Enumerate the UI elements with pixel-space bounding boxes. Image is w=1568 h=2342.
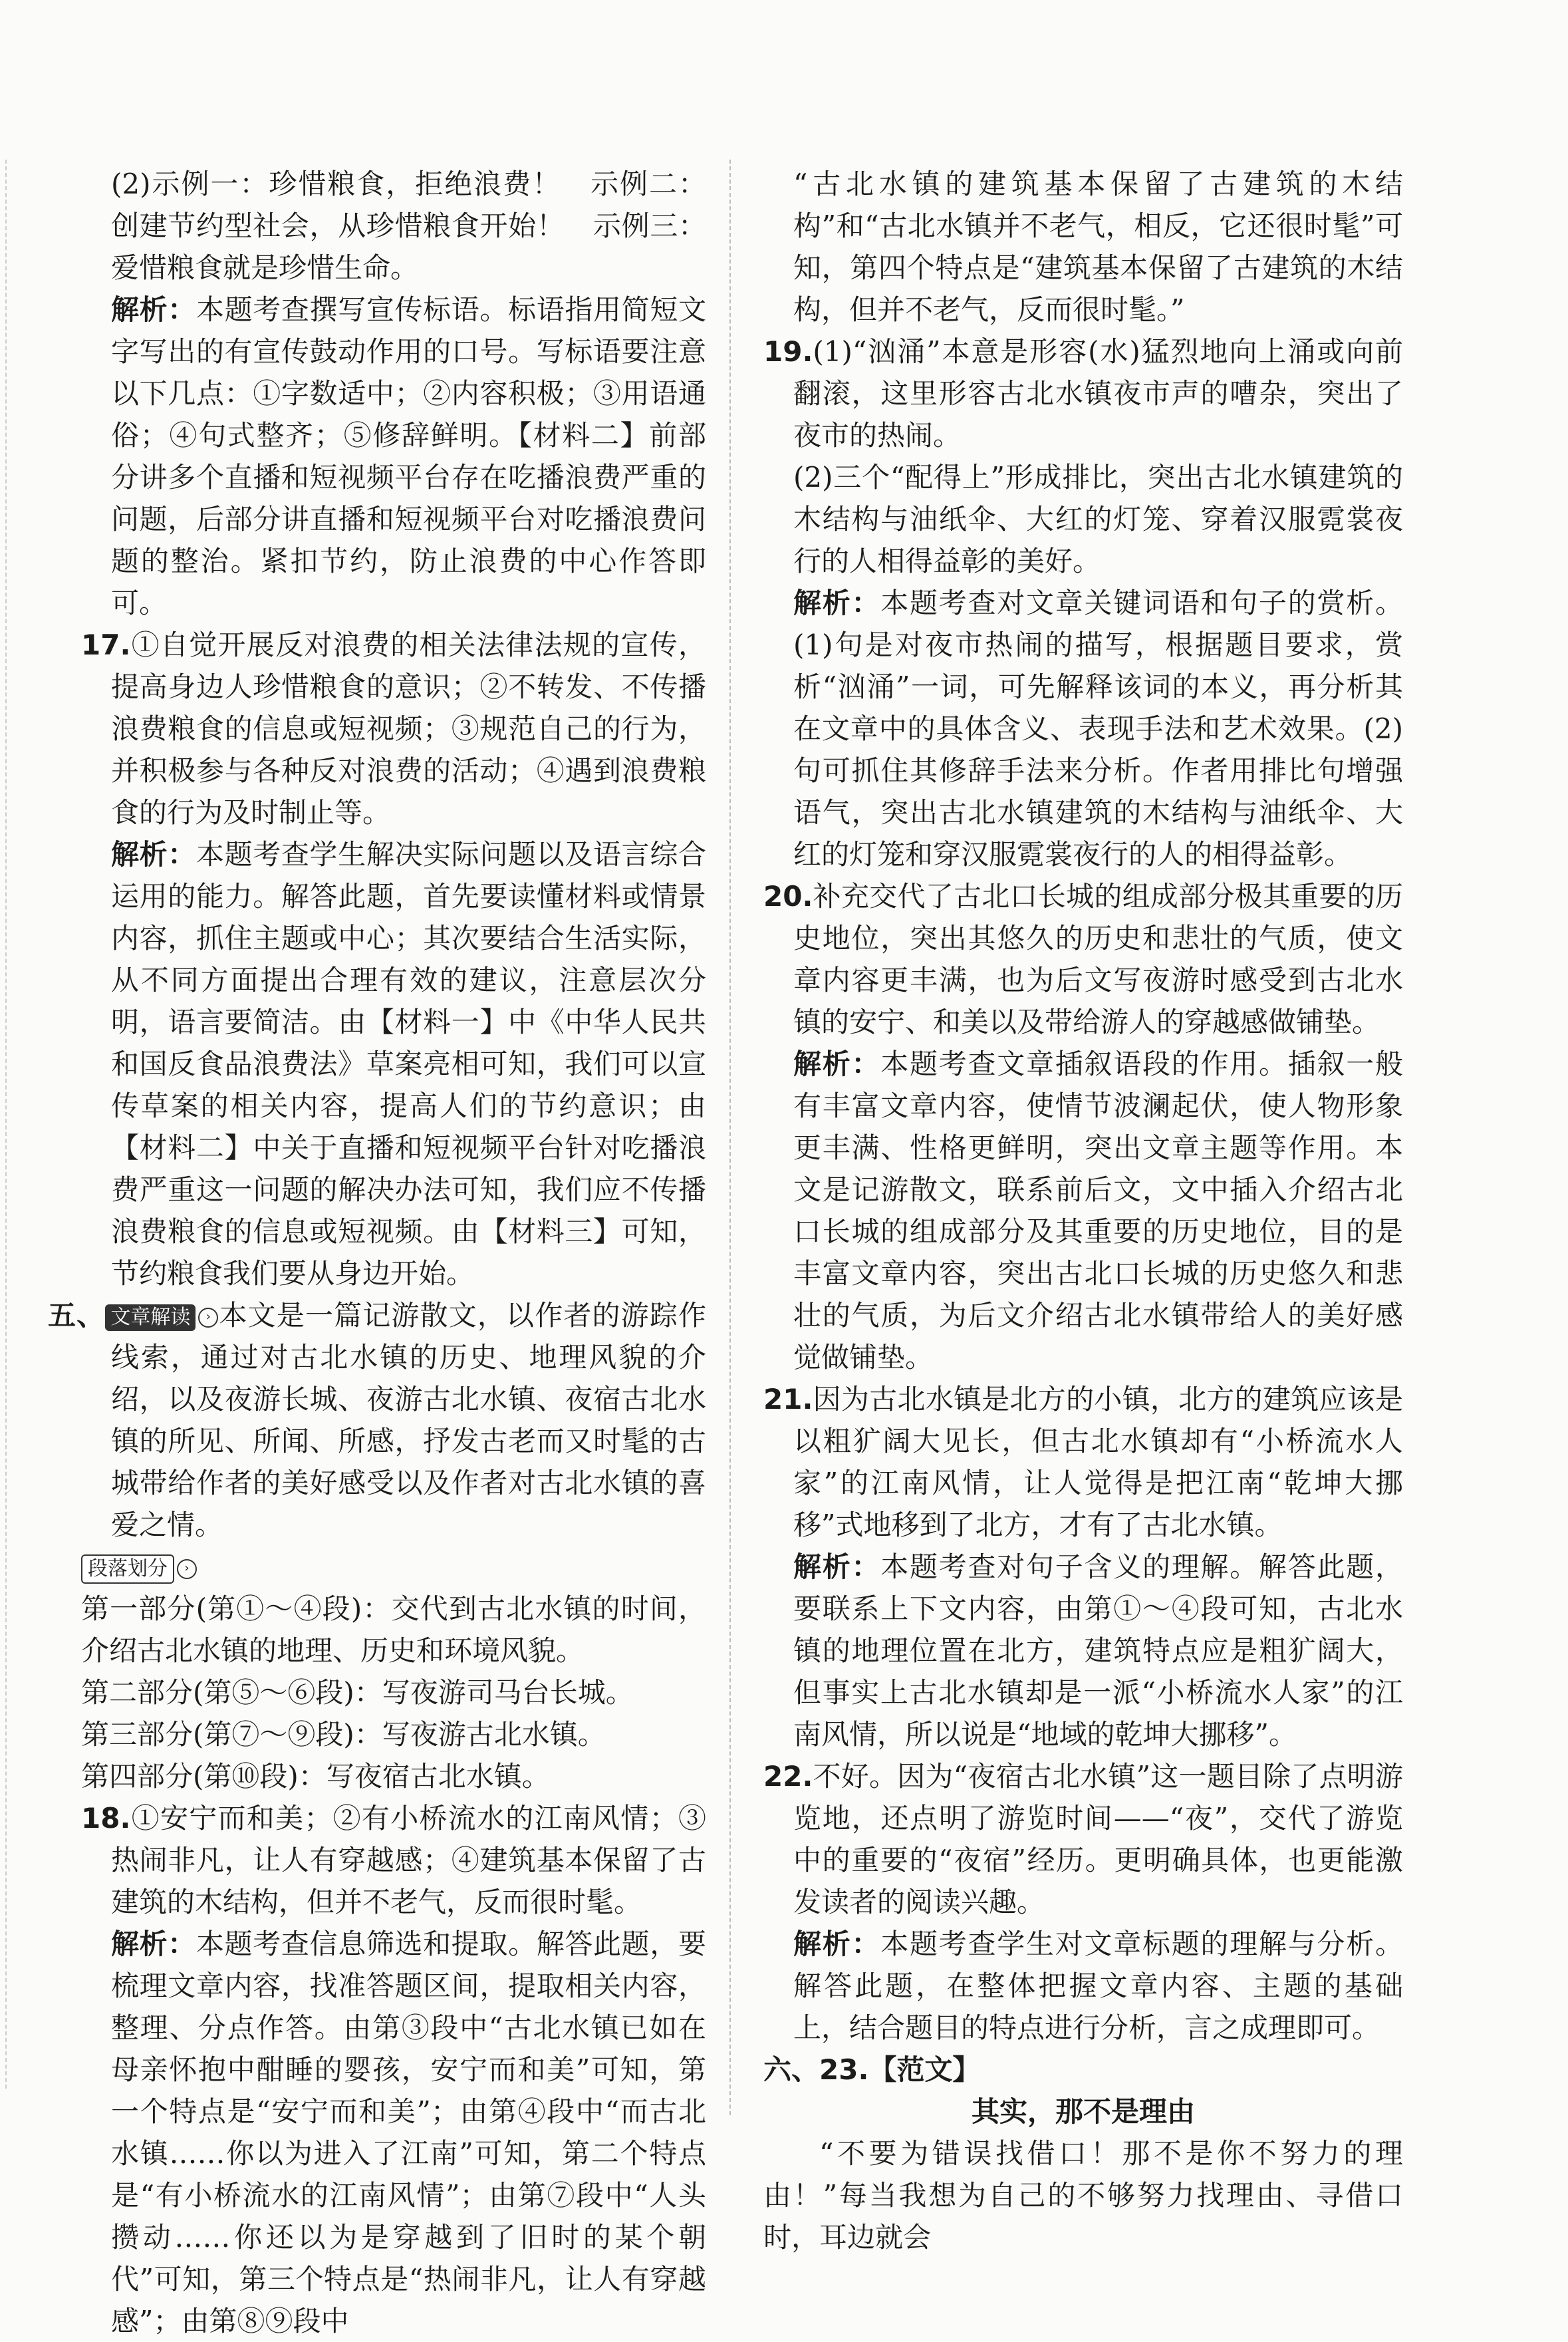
section-6-number: 六、23. [763,2053,869,2086]
analysis-label: 解析： [111,293,196,326]
q22-answer-text: 不好。因为“夜宿古北水镇”这一题目除了点明游览地，还点明了游览时间——“夜”，交代了游览中的重要的“夜宿”经历。更明确具体，也更能激发读者的阅读兴趣。 [793,1760,1403,1918]
q19-answer-2: (2)三个“配得上”形成排比，突出古北水镇建筑的木结构与油纸伞、大红的灯笼、穿着汉服霓裳夜行的人相得益彰的美好。 [793,461,1403,577]
section-6-heading [763,2049,1403,2091]
q22-answer [763,1755,1403,1923]
q17-answer [81,624,706,833]
arrow-circle-icon: › [198,1308,218,1328]
right-column [763,163,1403,2258]
analysis-label: 解析： [793,1550,881,1583]
left-column [48,163,706,2342]
q17-answer-text: ①自觉开展反对浪费的相关法律法规的宣传，提高身边人珍惜粮食的意识；②不转发、不传播浪费粮食的信息或短视频；③规范自己的行为，并积极参与各种反对浪费的活动；④遇到浪费粮食的行为及时制止等。 [111,629,706,829]
q18-answer-text: ①安宁而和美；②有小桥流水的江南风情；③热闹非凡，让人有穿越感；④建筑基本保留了古建筑的木结构，但并不老气，反而很时髦。 [111,1802,706,1918]
q18-analysis [81,1923,706,2342]
q22-analysis [763,1923,1403,2049]
q19-answer-1 [763,331,1403,456]
paragraph-division-tag: 段落划分 [81,1554,174,1584]
q18-number: 18. [81,1802,131,1834]
essay-title: 其实，那不是理由 [971,2095,1195,2128]
part-1: 第一部分(第①～④段)：交代到古北水镇的时间，介绍古北水镇的地理、历史和环境风貌。 [81,1592,706,1667]
q20-analysis [763,1043,1403,1378]
article-interpretation-tag: 文章解读 [105,1304,196,1331]
q19-answer-1-text: (1)“汹涌”本意是形容(水)猛烈地向上涌或向前翻滚，这里形容古北水镇夜市声的嘈杂，突出了夜市的热闹。 [793,335,1403,452]
q20-number: 20. [763,880,813,913]
analysis-label: 解析： [793,587,881,619]
q21-answer-text: 因为古北水镇是北方的小镇，北方的建筑应该是以粗犷阔大见长，但古北水镇却有“小桥流水人家”的江南风情，让人觉得是把江南“乾坤大挪移”式地移到了北方，才有了古北水镇。 [793,1383,1403,1541]
q18-analysis-text: 本题考查信息筛选和提取。解答此题，要梳理文章内容，找准答题区间，提取相关内容，整理、分点作答。由第③段中“古北水镇已如在母亲怀抱中酣睡的婴孩，安宁而和美”可知，第一个特点是“安宁而和美”；由第④段中“而古北水镇……你以为进入了江南”可知，第二个特点是“有小桥流水的江南风情”；由第⑦段中“人头攒动……你还以为是穿越到了旧时的某个朝代”可知，第三个特点是“热闹非凡，让人有穿越感”；由第⑧⑨段中 [111,1928,706,2337]
section-5-text: 本文是一篇记游散文，以作者的游踪作线索，通过对古北水镇的历史、地理风貌的介绍，以及夜游长城、夜游古北水镇、夜宿古北水镇的所见、所闻、所感，抒发古老而又时髦的古城带给作者的美好感受以及作者对古北水镇的喜爱之情。 [111,1299,706,1541]
q22-number: 22. [763,1760,813,1793]
q20-analysis-text: 本题考查文章插叙语段的作用。插叙一般有丰富文章内容，使情节波澜起伏，使人物形象更丰满、性格更鲜明，突出文章主题等作用。本文是记游散文，联系前后文，文中插入介绍古北口长城的组成部分及其重要的历史地位，目的是丰富文章内容，突出古北口长城的历史悠久和悲壮的气质，为后文介绍古北水镇带给人的美好感觉做铺垫。 [793,1048,1403,1374]
q18-analysis-continued: “古北水镇的建筑基本保留了古建筑的木结构”和“古北水镇并不老气，相反，它还很时髦”可知，第四个特点是“建筑基本保留了古建筑的木结构，但并不老气，反而很时髦。” [793,168,1403,326]
q20-answer-text: 补充交代了古北口长城的组成部分极其重要的历史地位，突出其悠久的历史和悲壮的气质，使文章内容更丰满，也为后文写夜游时感受到古北水镇的安宁、和美以及带给游人的穿越感做铺垫。 [793,880,1403,1038]
analysis-label: 解析： [111,838,196,871]
q21-number: 21. [763,1383,813,1415]
q17-analysis [81,833,706,1294]
part-3: 第三部分(第⑦～⑨段)：写夜游古北水镇。 [81,1718,606,1751]
arrow-circle-icon: › [177,1559,197,1579]
part-4: 第四部分(第⑩段)：写夜宿古北水镇。 [81,1760,550,1793]
q22-analysis-text: 本题考查学生对文章标题的理解与分析。解答此题，在整体把握文章内容、主题的基础上，结合题目的特点进行分析，言之成理即可。 [793,1928,1403,2044]
q19-analysis-text: 本题考查对文章关键词语和句子的赏析。(1)句是对夜市热闹的描写，根据题目要求，赏析“汹涌”一词，可先解释该词的本义，再分析其在文章中的具体含义、表现手法和艺术效果。(2)句可抓住其修辞手法来分析。作者用排比句增强语气，突出古北水镇建筑的木结构与油纸伞、大红的灯笼和穿汉服霓裳夜行的人的相得益彰。 [793,587,1403,871]
q21-analysis [763,1546,1403,1755]
analysis-label: 解析： [793,1928,881,1960]
column-divider [729,160,731,2115]
left-margin-line [5,160,7,2089]
paragraph-division-heading [81,1546,706,1588]
q17-number: 17. [81,629,131,661]
q17-analysis-text: 本题考查学生解决实际问题以及语言综合运用的能力。解答此题，首先要读懂材料或情景内容，抓住主题或中心；其次要结合生活实际，从不同方面提出合理有效的建议，注意层次分明，语言要简洁。由【材料一】中《中华人民共和国反食品浪费法》草案亮相可知，我们可以宣传草案的相关内容，提高人们的节约意识；由【材料二】中关于直播和短视频平台针对吃播浪费严重这一问题的解决办法可知，我们应不传播浪费粮食的信息或短视频。由【材料三】可知，节约粮食我们要从身边开始。 [111,838,706,1290]
q21-answer [763,1378,1403,1546]
essay-text: “不要为错误找借口！那不是你不努力的理由！”每当我想为自己的不够努力找理由、寻借口时，耳边就会 [763,2137,1403,2254]
q16-2-analysis [81,289,706,624]
model-essay-label: 【范文】 [868,2053,981,2086]
q19-analysis [763,582,1403,875]
part-2: 第二部分(第⑤～⑥段)：写夜游司马台长城。 [81,1676,634,1709]
q18-answer [81,1797,706,1923]
analysis-label: 解析： [111,1928,196,1960]
q20-answer [763,875,1403,1043]
q16-2-answer: (2)示例一：珍惜粮食，拒绝浪费！ 示例二：创建节约型社会，从珍惜粮食开始！ 示例三：爱惜粮食就是珍惜生命。 [111,168,706,284]
q16-2-analysis-text: 本题考查撰写宣传标语。标语指用简短文字写出的有宣传鼓动作用的口号。写标语要注意以下几点：①字数适中；②内容积极；③用语通俗；④句式整齐；⑤修辞鲜明。【材料二】前部分讲多个直播和短视频平台存在吃播浪费严重的问题，后部分讲直播和短视频平台对吃播浪费问题的整治。紧扣节约，防止浪费的中心作答即可。 [111,293,706,619]
section-5-number: 五、 [48,1299,106,1332]
section-5-intro [48,1294,706,1546]
analysis-label: 解析： [793,1048,881,1080]
q19-number: 19. [763,335,813,368]
q21-analysis-text: 本题考查对句子含义的理解。解答此题，要联系上下文内容，由第①～④段可知，古北水镇的地理位置在北方，建筑特点应是粗犷阔大，但事实上古北水镇却是一派“小桥流水人家”的江南风情，所以说是“地域的乾坤大挪移”。 [793,1550,1403,1751]
